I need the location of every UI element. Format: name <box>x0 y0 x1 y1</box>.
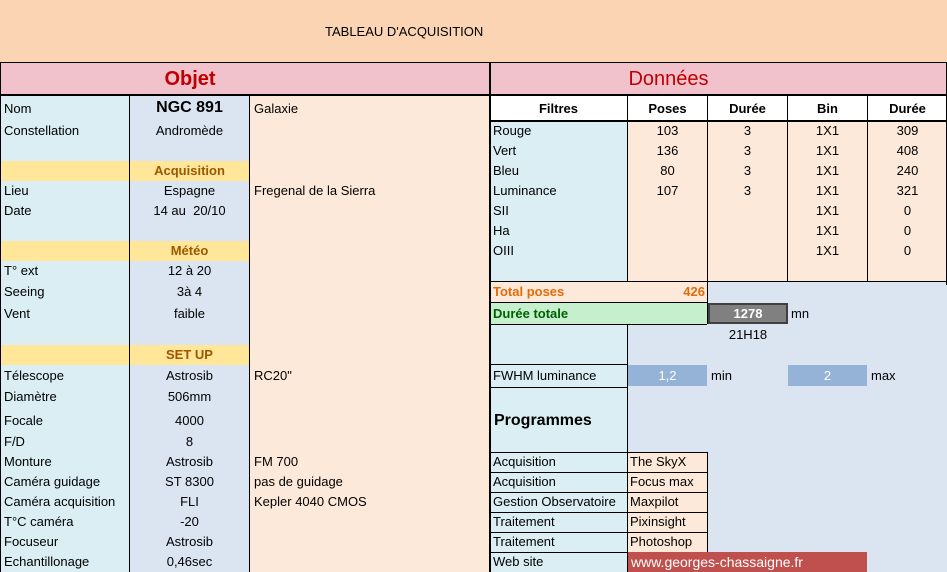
lieu-extra: Fregenal de la Sierra <box>254 183 376 198</box>
nom-label: Nom <box>4 101 32 116</box>
programmes-title: Programmes <box>494 412 592 429</box>
filter-value-cell: 80 <box>660 163 675 178</box>
filter-name-cell: Ha <box>493 223 510 238</box>
filter-value-cell: 1X1 <box>815 143 840 158</box>
t-ext-label: T° ext <box>4 263 39 278</box>
filter-value-cell: 240 <box>896 163 919 178</box>
constellation-label: Constellation <box>4 123 80 138</box>
programme-row-value: Pixinsight <box>630 514 686 529</box>
duree-totale-unit: mn <box>791 306 810 321</box>
header-duree: Durée <box>729 101 766 116</box>
camera-guidage-label: Caméra guidage <box>4 474 101 489</box>
fwhm-top <box>490 364 627 365</box>
donnees-title: Données <box>628 68 709 90</box>
seeing-label: Seeing <box>4 284 45 299</box>
programme-row-value: Focus max <box>630 474 694 489</box>
lieu-label: Lieu <box>4 183 29 198</box>
camera-guidage-value: ST 8300 <box>165 474 214 489</box>
filter-name-cell: Vert <box>493 143 517 158</box>
filter-value-cell: 0 <box>903 243 912 258</box>
vent-value: faible <box>173 306 206 321</box>
filter-value-cell: 321 <box>896 183 919 198</box>
lieu-value: Espagne <box>163 183 216 198</box>
filter-value-cell: 3 <box>743 183 752 198</box>
filter-name-cell: OIII <box>493 243 514 258</box>
header-filtres: Filtres <box>538 101 578 116</box>
filter-value-cell: 1X1 <box>815 203 840 218</box>
diametre-value: 506mm <box>167 389 212 404</box>
vent-label: Vent <box>4 306 31 321</box>
date-label: Date <box>4 203 32 218</box>
total-row-bottom <box>490 302 707 303</box>
programme-row-label: Traitement <box>493 514 555 529</box>
focuseur-label: Focuseur <box>4 534 59 549</box>
duree-totale-value: 1278 <box>733 306 763 321</box>
nom-value: NGC 891 <box>156 99 223 116</box>
filter-value-cell: 107 <box>656 183 679 198</box>
duree-totale-hours: 21H18 <box>728 327 768 342</box>
monture-extra: FM 700 <box>254 454 299 469</box>
col-divider-2 <box>249 96 250 572</box>
filter-name-cell: Bleu <box>493 163 520 178</box>
filter-value-cell: 103 <box>656 123 679 138</box>
echantillonage-value: 0,46sec <box>166 554 213 569</box>
programme-row-value: Maxpilot <box>630 494 679 509</box>
left-border <box>0 62 1 572</box>
focuseur-value: Astrosib <box>166 534 213 549</box>
programme-row-label: Web site <box>493 554 544 569</box>
fwhm-min-label: min <box>711 368 732 383</box>
monture-value: Astrosib <box>166 454 213 469</box>
duree-row-bottom <box>490 324 707 325</box>
programme-row-label: Acquisition <box>493 474 556 489</box>
sheet-title: TABLEAU D'ACQUISITION <box>325 24 484 39</box>
nom-extra: Galaxie <box>254 101 299 116</box>
setup-section-title: SET UP <box>166 347 213 362</box>
telescope-value: Astrosib <box>166 368 213 383</box>
objet-title: Objet <box>164 68 216 90</box>
total-poses-label: Total poses <box>493 284 565 299</box>
date-value: 14 au 20/10 <box>153 203 226 218</box>
t-ext-value: 12 à 20 <box>167 263 212 278</box>
website-link[interactable]: www.georges-chassaigne.fr <box>631 554 803 570</box>
filter-value-cell: 136 <box>656 143 679 158</box>
filter-name-cell: Luminance <box>493 183 557 198</box>
fwhm-bottom <box>490 387 627 388</box>
header-duree-total: Durée <box>889 101 926 116</box>
telescope-extra: RC20" <box>254 368 292 383</box>
filter-name-cell: SII <box>493 203 509 218</box>
meteo-section-title: Météo <box>170 243 209 258</box>
filter-value-cell: 1X1 <box>815 183 840 198</box>
header-bottom-line <box>0 62 947 63</box>
monture-label: Monture <box>4 454 52 469</box>
filter-value-cell: 408 <box>896 143 919 158</box>
echantillonage-label: Echantillonage <box>4 554 90 569</box>
filter-value-cell: 309 <box>896 123 919 138</box>
total-poses-value: 426 <box>683 284 705 299</box>
fwhm-min-value: 1,2 <box>658 368 677 383</box>
programme-row-label: Acquisition <box>493 454 556 469</box>
filter-value-cell: 1X1 <box>815 163 840 178</box>
fwhm-max-value: 2 <box>823 368 832 383</box>
filter-value-cell: 3 <box>743 163 752 178</box>
constellation-value: Andromède <box>155 123 224 138</box>
title-bottom-line <box>0 94 947 96</box>
fwhm-label: FWHM luminance <box>493 368 597 383</box>
programme-row-label: Gestion Observatoire <box>493 494 616 509</box>
prog-right-border <box>707 452 708 552</box>
camera-acquisition-value: FLI <box>180 494 199 509</box>
header-bin: Bin <box>817 101 838 116</box>
lower-col-divider <box>627 324 628 572</box>
filter-value-cell: 1X1 <box>815 123 840 138</box>
t-camera-value: -20 <box>180 514 199 529</box>
diametre-label: Diamètre <box>4 389 57 404</box>
fd-label: F/D <box>4 434 25 449</box>
camera-guidage-extra: pas de guidage <box>254 474 343 489</box>
filter-value-cell: 1X1 <box>815 243 840 258</box>
filter-value-cell: 3 <box>743 123 752 138</box>
camera-acquisition-extra: Kepler 4040 CMOS <box>254 494 367 509</box>
camera-acquisition-label: Caméra acquisition <box>4 494 116 509</box>
programme-row-value: The SkyX <box>630 454 687 469</box>
acquisition-section-title: Acquisition <box>154 163 225 178</box>
filter-value-cell: 0 <box>903 223 912 238</box>
telescope-label: Télescope <box>4 368 64 383</box>
focale-label: Focale <box>4 413 44 428</box>
programme-row-value: Photoshop <box>630 534 693 549</box>
t-camera-label: T°C caméra <box>4 514 74 529</box>
fwhm-max-label: max <box>871 368 896 383</box>
seeing-value: 3à 4 <box>176 284 203 299</box>
duree-totale-label: Durée totale <box>493 306 569 321</box>
filter-name-cell: Rouge <box>493 123 532 138</box>
programme-row-label: Traitement <box>493 534 555 549</box>
filter-value-cell: 1X1 <box>815 223 840 238</box>
center-divider <box>489 62 491 572</box>
focale-value: 4000 <box>175 413 204 428</box>
header-poses: Poses <box>648 101 687 116</box>
fd-value: 8 <box>185 434 194 449</box>
filter-value-cell: 3 <box>743 143 752 158</box>
filter-value-cell: 0 <box>903 203 912 218</box>
